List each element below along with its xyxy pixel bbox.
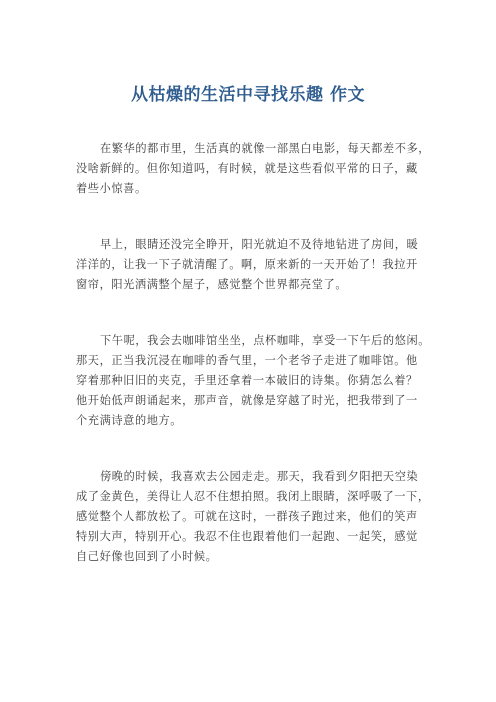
document-title: 从枯燥的生活中寻找乐趣 作文 [131, 85, 365, 105]
paragraph-1-line-1: 在繁华的都市里，生活真的就像一部黑白电影，每天都差不多， [100, 142, 431, 155]
paragraph-1-line-3: 着些小惊喜。 [76, 182, 147, 195]
paragraph-2-line-3: 窗帘，阳光洒满整个屋子，感觉整个世界都亮堂了。 [76, 278, 348, 291]
paragraph-2-line-2: 洋洋的，让我一下子就清醒了。啊，原来新的一天开始了！我拉开 [76, 258, 418, 271]
paragraph-3-line-1: 下午呢，我会去咖啡馆坐坐，点杯咖啡，享受一下午后的悠闲。 [100, 334, 431, 347]
paragraph-3-line-5: 个充满诗意的地方。 [76, 414, 183, 427]
paragraph-4-line-2: 成了金黄色，美得让人忍不住想拍照。我闭上眼睛，深呼吸了一下， [76, 490, 430, 503]
paragraph-3-line-3: 穿着那种旧旧的夹克，手里还拿着一本破旧的诗集。你猜怎么着？ [76, 374, 418, 387]
paragraph-1-line-2: 没啥新鲜的。但你知道吗，有时候，就是这些看似平常的日子，藏 [76, 162, 418, 175]
paragraph-3-line-2: 那天，正当我沉浸在咖啡的香气里，一个老爷子走进了咖啡馆。他 [76, 354, 418, 367]
paragraph-3-line-4: 他开始低声朗诵起来，那声音，就像是穿越了时光，把我带到了一 [76, 394, 418, 407]
paragraph-4-line-1: 傍晚的时候，我喜欢去公园走走。那天，我看到夕阳把天空染 [100, 470, 419, 483]
paragraph-4-line-3: 感觉整个人都放松了。可就在这时，一群孩子跑过来，他们的笑声 [76, 510, 418, 523]
paragraph-2-line-1: 早上，眼睛还没完全睁开，阳光就迫不及待地钻进了房间，暖 [100, 238, 419, 251]
paragraph-4-line-5: 自己好像也回到了小时候。 [76, 550, 218, 563]
paragraph-4-line-4: 特别大声，特别开心。我忍不住也跟着他们一起跑、一起笑，感觉 [76, 530, 418, 543]
